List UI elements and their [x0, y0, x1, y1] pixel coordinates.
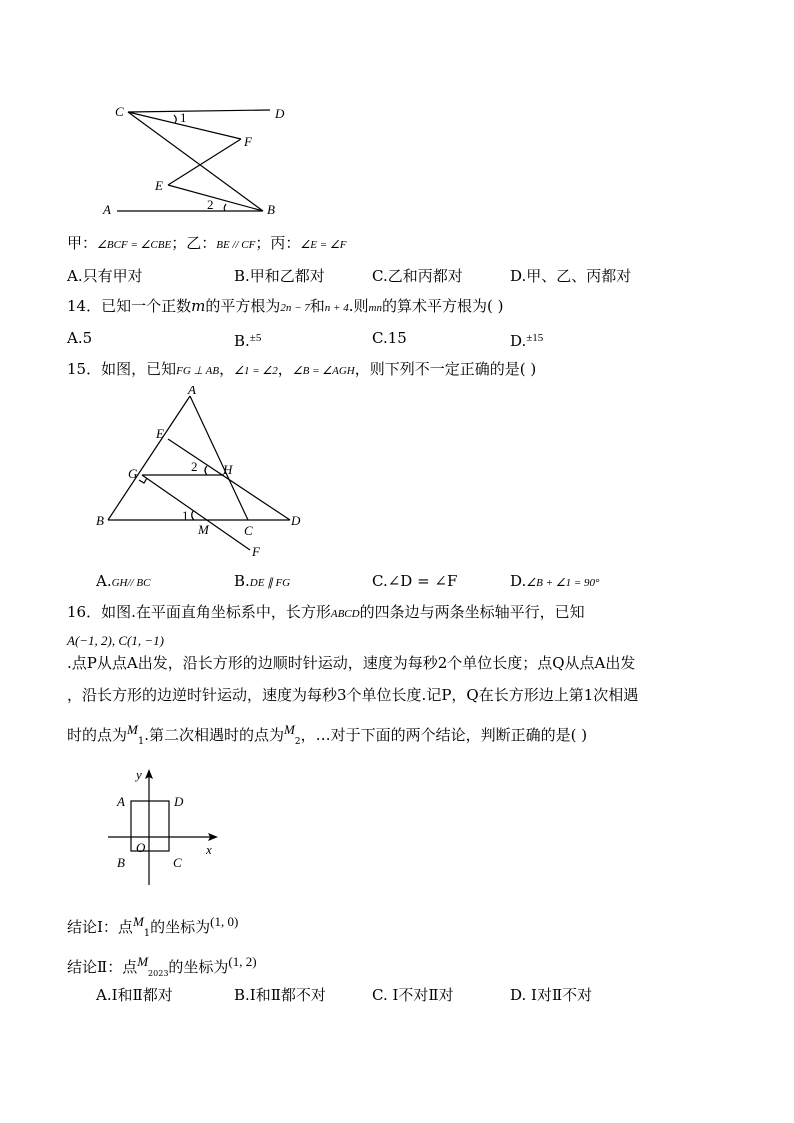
label-y: y [136, 767, 142, 782]
q13-option-c[interactable]: C.乙和丙都对 [372, 267, 463, 285]
q14-question: 14．已知一个正数m的平方根为2n − 7和n + 4.则mn的算术平方根为( ) [67, 297, 504, 315]
q16-line5: 时的点为$M_1$.第二次相遇时的点为$M_2$，…对于下面的两个结论，判断正确的是( ) [67, 722, 588, 747]
q16-line4: ，沿长方形的边逆时针运动，速度为每秒3个单位长度.记P，Q在长方形边上第1次相遇 [67, 686, 639, 704]
label-m: M [198, 522, 209, 537]
q14-option-c[interactable]: C.15 [372, 329, 407, 347]
q15-question: 15．如图，已知FG ⊥ AB，∠1 = ∠2，∠B = ∠AGH，则下列不一定正确的是( ) [67, 360, 537, 378]
figure-q16 [100, 765, 225, 890]
figure-q15 [88, 386, 313, 558]
label-a: A [188, 386, 196, 397]
label-f: F [244, 134, 252, 149]
q15-option-a[interactable]: A.GH// BC [96, 572, 151, 590]
angle1-arc [174, 115, 176, 123]
label-a: A [117, 794, 125, 809]
label-c: C [173, 855, 182, 870]
label-x: x [206, 842, 212, 857]
label-b: B [117, 855, 125, 870]
q16-option-a[interactable]: A.Ⅰ和Ⅱ都对 [96, 986, 173, 1004]
label-angle1: 1 [182, 508, 189, 523]
q16-option-d[interactable]: D. Ⅰ对Ⅱ不对 [510, 986, 593, 1004]
q13-expr-yi: BE // CF [216, 239, 256, 251]
label-angle2: 2 [191, 459, 198, 474]
label-f: F [252, 544, 260, 558]
label-b: B [267, 202, 275, 217]
line-fe [168, 139, 241, 185]
q16-line1: 16．如图.在平面直角坐标系中，长方形ABCD的四条边与两条坐标轴平行，已知 [67, 603, 585, 621]
label-d: D [174, 794, 184, 809]
label-o: O [136, 840, 146, 855]
angle2-arc [224, 204, 226, 211]
label-d: D [291, 513, 301, 528]
label-c: C [244, 523, 253, 538]
q13-statement: 甲：∠BCF = ∠CBE；乙：BE // CF；丙：∠E = ∠F [67, 234, 347, 252]
q16-conclusion-1: 结论Ⅰ：点$M_1$的坐标为(1, 0) [67, 914, 239, 939]
label-c: C [115, 104, 124, 119]
line-cb [128, 112, 263, 211]
q15-option-b[interactable]: B.DE ∥ FG [234, 572, 291, 590]
q13-expr-jia: ∠BCF = ∠CBE [97, 239, 172, 251]
q13-expr-bing: ∠E = ∠F [300, 239, 347, 251]
line-gf [142, 475, 250, 550]
label-b: B [96, 513, 104, 528]
label-d: D [275, 106, 285, 121]
label-a: A [103, 202, 111, 217]
label-g: G [128, 466, 138, 481]
q13-option-d[interactable]: D.甲、乙、丙都对 [510, 267, 632, 285]
q16-option-b[interactable]: B.Ⅰ和Ⅱ都不对 [234, 986, 326, 1004]
line-ac [190, 396, 248, 520]
label-e: E [155, 178, 163, 193]
line-ab [108, 396, 190, 520]
q14-option-d[interactable]: D.$^{\pm 15}$ [510, 332, 544, 350]
q13-option-a[interactable]: A.只有甲对 [67, 267, 143, 285]
right-angle-mark [139, 478, 147, 483]
q14-option-a[interactable]: A.5 [67, 329, 93, 347]
angle2-arc [205, 466, 207, 475]
q16-coords: A(−1, 2), C(1, −1) [67, 633, 164, 648]
q16-conclusion-2: 结论Ⅱ：点$M_{2023}$的坐标为(1, 2) [67, 954, 257, 978]
q15-option-c[interactable]: C.∠D = ∠F [372, 572, 458, 590]
label-angle1: 1 [180, 110, 187, 125]
label-h: H [223, 462, 233, 477]
q15-option-d[interactable]: D.∠B + ∠1 = 90° [510, 572, 600, 590]
line-cd [128, 110, 270, 112]
figure-q13 [95, 98, 300, 223]
q13-option-b[interactable]: B.甲和乙都对 [234, 267, 325, 285]
q16-option-c[interactable]: C. Ⅰ不对Ⅱ对 [372, 986, 454, 1004]
label-angle2: 2 [207, 197, 214, 212]
label-e: E [156, 426, 164, 441]
angle1-arc [192, 511, 194, 520]
q14-option-b[interactable]: B.$^{\pm 5}$ [234, 332, 262, 350]
q16-line3: .点P从点A出发，沿长方形的边顺时针运动，速度为每秒2个单位长度；点Q从点A出发 [67, 654, 636, 672]
line-eb [168, 185, 263, 211]
